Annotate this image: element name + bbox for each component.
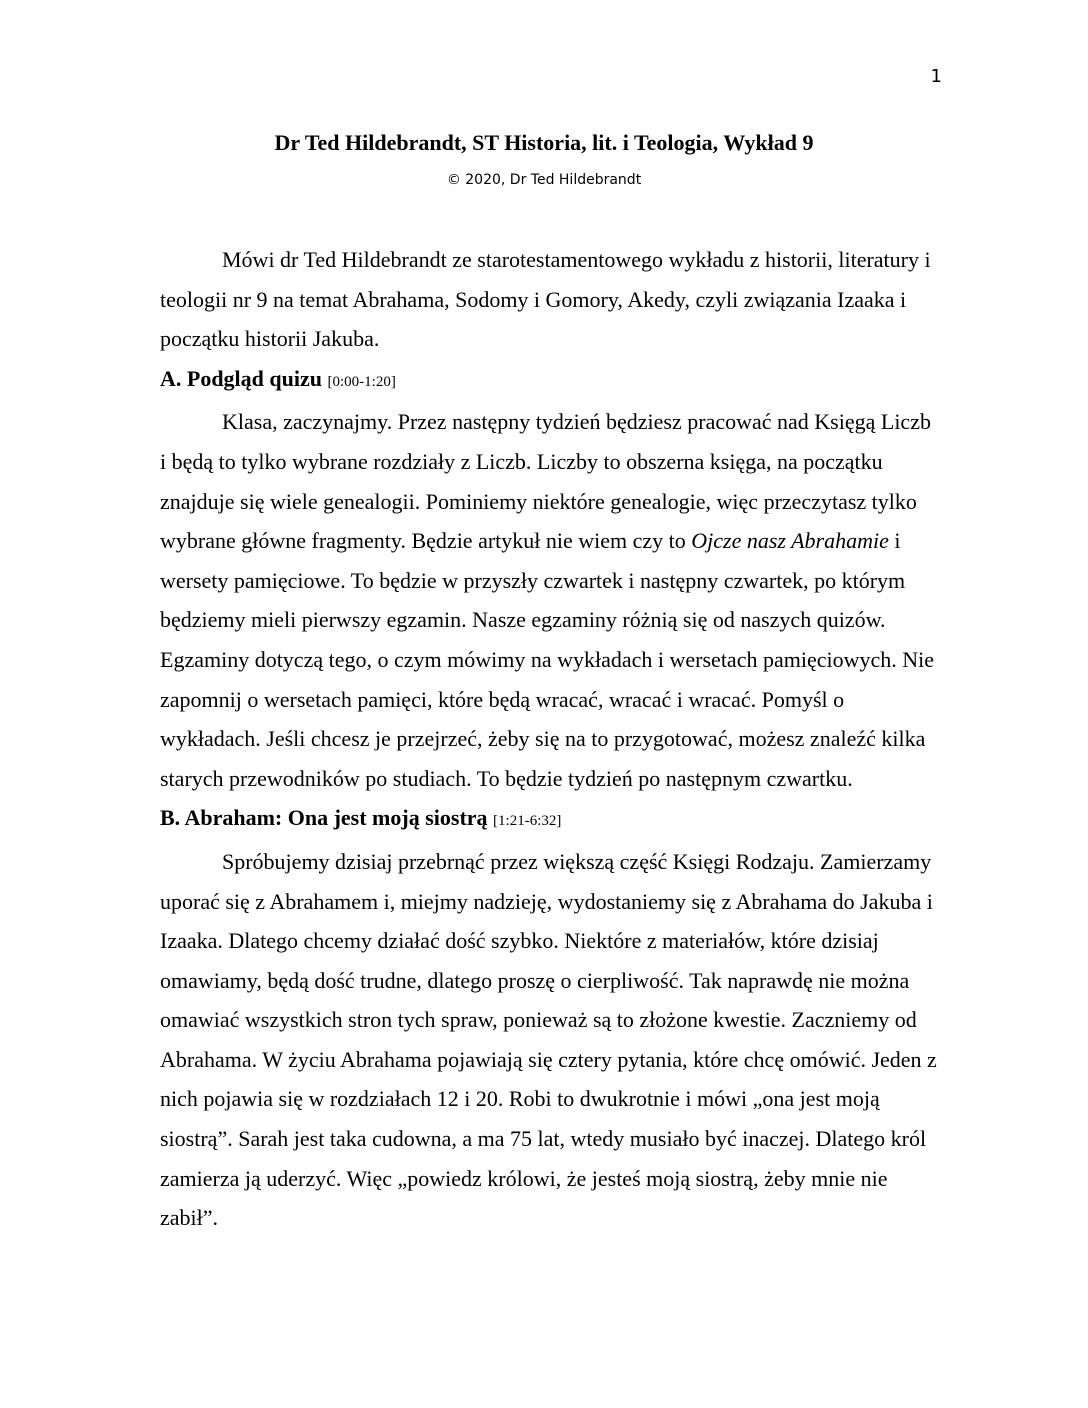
document-body <box>160 240 940 1238</box>
section-a-timestamp: [0:00-1:20] <box>327 373 396 390</box>
section-a-text-end: i wersety pamięciowe. To będzie w przyszły czwartek i następny czwartek, po którym będziemy mieli pierwszy egzamin. Nasze egzaminy różnią się od naszych quizów. Egzaminy dotyczą tego, o czym mówimy na wykładach i wersetach pamięciowych. Nie zapomnij o wersetach pamięci, które będą wracać, wracać i wracać. Pomyśl o wykładach. Jeśli chcesz je przejrzeć, żeby się na to przygotować, możesz znaleźć kilka starych przewodników po studiach. To będzie tydzień po następnym czwartku. <box>160 528 935 791</box>
intro-paragraph: Mówi dr Ted Hildebrandt ze starotestamentowego wykładu z historii, literatury i teologii nr 9 na temat Abrahama, Sodomy i Gomory, Akedy, czyli związania Izaaka i początku historii Jakuba. <box>160 247 931 352</box>
section-a-title: A. Podgląd quizu <box>160 365 322 391</box>
copyright-line: © 2020, Dr Ted Hildebrandt <box>446 172 642 188</box>
document-title: Dr Ted Hildebrandt, ST Historia, lit. i Teologia, Wykład 9 <box>274 130 814 155</box>
section-a-paragraph <box>160 402 940 798</box>
italic-book-title: Ojcze nasz Abrahamie <box>691 528 889 554</box>
section-b-heading <box>160 798 940 842</box>
section-b-paragraph: Spróbujemy dzisiaj przebrnąć przez większą część Księgi Rodzaju. Zamierzamy uporać się z Abrahamem i, miejmy nadzieję, wydostaniemy się z Abrahama do Jakuba i Izaaka. Dlatego chcemy działać dość szybko. Niektóre z materiałów, które dzisiaj omawiamy, będą dość trudne, dlatego proszę o cierpliwość. Tak naprawdę nie można omawiać wszystkich stron tych spraw, ponieważ są to złożone kwestie. Zaczniemy od Abrahama. W życiu Abrahama pojawiają się cztery pytania, które chcę omówić. Jeden z nich pojawia się w rozdziałach 12 i 20. Robi to dwukrotnie i mówi „ona jest moją siostrą”. Sarah jest taka cudowna, a ma 75 lat, wtedy musiało być inaczej. Dlatego król zamierza ją uderzyć. Więc „powiedz królowi, że jesteś moją siostrą, żeby mnie nie zabił”. <box>160 848 937 1231</box>
section-b-timestamp: [1:21-6:32] <box>493 813 562 830</box>
section-a-heading <box>160 359 940 403</box>
page-number: 1 <box>930 66 942 87</box>
section-b-title: B. Abraham: Ona jest moją siostrą <box>160 805 488 831</box>
section-a-text-start: Klasa, zaczynajmy. Przez następny tydzień będziesz pracować nad Księgą Liczb i będą to tylko wybrane rozdziały z Liczb. Liczby to obszerna księga, na początku znajduje się wiele genealogii. Pominiemy niektóre genealogie, więc przeczytasz tylko wybrane główne fragmenty. Będzie artykuł nie wiem czy to <box>160 409 931 554</box>
